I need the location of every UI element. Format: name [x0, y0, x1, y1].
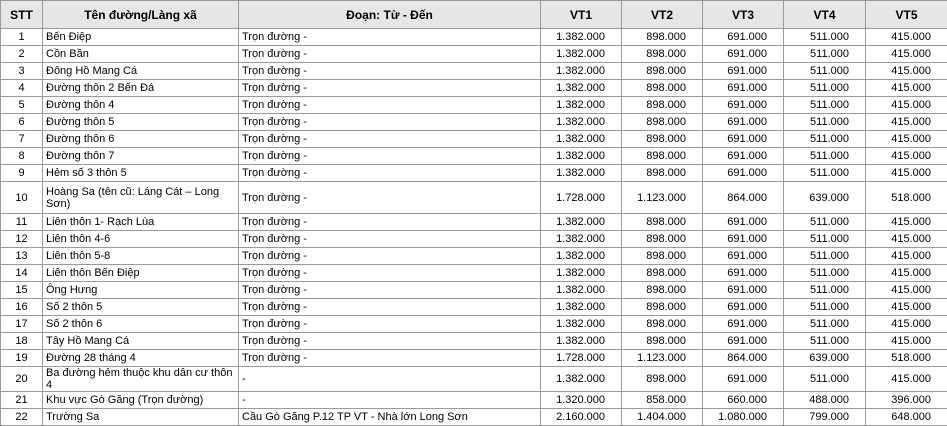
vt4-cell: 511.000	[784, 46, 866, 63]
stt-cell: 7	[1, 131, 43, 148]
vt3-cell: 691.000	[703, 131, 784, 148]
table-row	[1, 131, 947, 148]
stt-cell: 21	[1, 392, 43, 409]
stt-cell: 22	[1, 409, 43, 426]
vt1-cell: 2.160.000	[541, 409, 622, 426]
table-row	[1, 333, 947, 350]
segment-cell: Trọn đường -	[239, 46, 541, 63]
segment-cell: Trọn đường -	[239, 282, 541, 299]
street-name-cell: Đường 28 tháng 4	[43, 350, 239, 367]
vt3-cell: 691.000	[703, 80, 784, 97]
street-name-cell: Hoàng Sa (tên cũ: Láng Cát – Long Sơn)	[43, 182, 239, 214]
street-name-cell: Bến Điệp	[43, 29, 239, 46]
vt5-cell: 415.000	[866, 63, 947, 80]
vt2-cell: 898.000	[622, 63, 703, 80]
segment-cell: Trọn đường -	[239, 214, 541, 231]
segment-cell: Cầu Gò Găng P.12 TP VT - Nhà lớn Long Sơn	[239, 409, 541, 426]
vt5-cell: 415.000	[866, 248, 947, 265]
vt1-cell: 1.382.000	[541, 97, 622, 114]
vt2-cell: 898.000	[622, 282, 703, 299]
segment-cell: Trọn đường -	[239, 231, 541, 248]
table-row	[1, 367, 947, 392]
vt4-cell: 511.000	[784, 131, 866, 148]
vt5-cell: 415.000	[866, 214, 947, 231]
segment-cell: Trọn đường -	[239, 350, 541, 367]
stt-cell: 17	[1, 316, 43, 333]
stt-cell: 15	[1, 282, 43, 299]
vt2-cell: 898.000	[622, 299, 703, 316]
vt2-cell: 898.000	[622, 97, 703, 114]
street-name-cell: Đông Hồ Mang Cá	[43, 63, 239, 80]
header-vt3: VT3	[703, 1, 784, 29]
stt-cell: 19	[1, 350, 43, 367]
vt5-cell: 415.000	[866, 131, 947, 148]
table-row	[1, 265, 947, 282]
table-row	[1, 248, 947, 265]
vt4-cell: 488.000	[784, 392, 866, 409]
segment-cell: Trọn đường -	[239, 248, 541, 265]
vt3-cell: 691.000	[703, 114, 784, 131]
table-row	[1, 63, 947, 80]
segment-cell: Trọn đường -	[239, 63, 541, 80]
vt3-cell: 691.000	[703, 333, 784, 350]
vt2-cell: 898.000	[622, 114, 703, 131]
table-row	[1, 282, 947, 299]
vt3-cell: 691.000	[703, 148, 784, 165]
vt4-cell: 639.000	[784, 350, 866, 367]
table-row	[1, 392, 947, 409]
stt-cell: 13	[1, 248, 43, 265]
segment-cell: Trọn đường -	[239, 333, 541, 350]
vt2-cell: 898.000	[622, 29, 703, 46]
vt2-cell: 858.000	[622, 392, 703, 409]
segment-cell: Trọn đường -	[239, 80, 541, 97]
vt3-cell: 691.000	[703, 214, 784, 231]
segment-cell: Trọn đường -	[239, 97, 541, 114]
segment-cell: Trọn đường -	[239, 131, 541, 148]
stt-cell: 6	[1, 114, 43, 131]
stt-cell: 10	[1, 182, 43, 214]
vt1-cell: 1.382.000	[541, 231, 622, 248]
vt2-cell: 898.000	[622, 214, 703, 231]
vt5-cell: 415.000	[866, 316, 947, 333]
vt1-cell: 1.382.000	[541, 114, 622, 131]
vt2-cell: 1.404.000	[622, 409, 703, 426]
vt2-cell: 898.000	[622, 367, 703, 392]
vt5-cell: 415.000	[866, 282, 947, 299]
vt5-cell: 518.000	[866, 182, 947, 214]
vt2-cell: 898.000	[622, 333, 703, 350]
segment-cell: Trọn đường -	[239, 165, 541, 182]
vt4-cell: 511.000	[784, 316, 866, 333]
vt2-cell: 898.000	[622, 46, 703, 63]
vt4-cell: 511.000	[784, 165, 866, 182]
stt-cell: 8	[1, 148, 43, 165]
vt1-cell: 1.382.000	[541, 282, 622, 299]
table-row	[1, 97, 947, 114]
vt4-cell: 511.000	[784, 299, 866, 316]
vt4-cell: 511.000	[784, 367, 866, 392]
vt3-cell: 1.080.000	[703, 409, 784, 426]
street-name-cell: Ông Hưng	[43, 282, 239, 299]
vt1-cell: 1.382.000	[541, 316, 622, 333]
street-name-cell: Đường thôn 2 Bến Đá	[43, 80, 239, 97]
header-stt: STT	[1, 1, 43, 29]
vt3-cell: 660.000	[703, 392, 784, 409]
stt-cell: 18	[1, 333, 43, 350]
vt1-cell: 1.382.000	[541, 214, 622, 231]
vt3-cell: 691.000	[703, 165, 784, 182]
vt3-cell: 864.000	[703, 182, 784, 214]
vt2-cell: 898.000	[622, 231, 703, 248]
segment-cell: Trọn đường -	[239, 299, 541, 316]
vt4-cell: 799.000	[784, 409, 866, 426]
vt4-cell: 511.000	[784, 214, 866, 231]
stt-cell: 5	[1, 97, 43, 114]
street-name-cell: Trường Sa	[43, 409, 239, 426]
table-row	[1, 114, 947, 131]
vt5-cell: 415.000	[866, 367, 947, 392]
table-row	[1, 299, 947, 316]
vt3-cell: 691.000	[703, 367, 784, 392]
street-name-cell: Số 2 thôn 6	[43, 316, 239, 333]
street-name-cell: Liên thôn 1- Rạch Lùa	[43, 214, 239, 231]
vt4-cell: 511.000	[784, 333, 866, 350]
table-row	[1, 350, 947, 367]
vt5-cell: 415.000	[866, 29, 947, 46]
table-row	[1, 316, 947, 333]
stt-cell: 3	[1, 63, 43, 80]
table-row	[1, 182, 947, 214]
stt-cell: 9	[1, 165, 43, 182]
vt5-cell: 648.000	[866, 409, 947, 426]
vt1-cell: 1.382.000	[541, 333, 622, 350]
vt1-cell: 1.728.000	[541, 182, 622, 214]
vt3-cell: 691.000	[703, 316, 784, 333]
vt3-cell: 691.000	[703, 29, 784, 46]
vt4-cell: 511.000	[784, 248, 866, 265]
segment-cell: Trọn đường -	[239, 316, 541, 333]
table-body	[1, 29, 947, 426]
vt1-cell: 1.728.000	[541, 350, 622, 367]
vt3-cell: 864.000	[703, 350, 784, 367]
segment-cell: Trọn đường -	[239, 265, 541, 282]
header-vt2: VT2	[622, 1, 703, 29]
vt1-cell: 1.382.000	[541, 265, 622, 282]
vt5-cell: 518.000	[866, 350, 947, 367]
street-name-cell: Đường thôn 5	[43, 114, 239, 131]
header-vt1: VT1	[541, 1, 622, 29]
vt1-cell: 1.382.000	[541, 299, 622, 316]
table-row	[1, 148, 947, 165]
vt2-cell: 898.000	[622, 165, 703, 182]
vt3-cell: 691.000	[703, 63, 784, 80]
vt1-cell: 1.382.000	[541, 165, 622, 182]
vt4-cell: 639.000	[784, 182, 866, 214]
stt-cell: 20	[1, 367, 43, 392]
segment-cell: -	[239, 367, 541, 392]
vt2-cell: 898.000	[622, 316, 703, 333]
vt4-cell: 511.000	[784, 29, 866, 46]
vt1-cell: 1.320.000	[541, 392, 622, 409]
segment-cell: Trọn đường -	[239, 29, 541, 46]
segment-cell: Trọn đường -	[239, 182, 541, 214]
vt5-cell: 396.000	[866, 392, 947, 409]
stt-cell: 2	[1, 46, 43, 63]
vt5-cell: 415.000	[866, 299, 947, 316]
vt2-cell: 898.000	[622, 265, 703, 282]
vt3-cell: 691.000	[703, 231, 784, 248]
street-name-cell: Đường thôn 7	[43, 148, 239, 165]
vt5-cell: 415.000	[866, 333, 947, 350]
vt2-cell: 1.123.000	[622, 350, 703, 367]
vt5-cell: 415.000	[866, 46, 947, 63]
table-row	[1, 231, 947, 248]
street-name-cell: Đường thôn 4	[43, 97, 239, 114]
vt5-cell: 415.000	[866, 265, 947, 282]
vt3-cell: 691.000	[703, 265, 784, 282]
street-name-cell: Tây Hồ Mang Cá	[43, 333, 239, 350]
vt1-cell: 1.382.000	[541, 148, 622, 165]
stt-cell: 11	[1, 214, 43, 231]
vt3-cell: 691.000	[703, 46, 784, 63]
vt5-cell: 415.000	[866, 114, 947, 131]
vt5-cell: 415.000	[866, 148, 947, 165]
vt1-cell: 1.382.000	[541, 63, 622, 80]
vt4-cell: 511.000	[784, 265, 866, 282]
vt3-cell: 691.000	[703, 282, 784, 299]
header-segment: Đoạn: Từ - Đến	[239, 1, 541, 29]
street-name-cell: Số 2 thôn 5	[43, 299, 239, 316]
vt3-cell: 691.000	[703, 97, 784, 114]
vt4-cell: 511.000	[784, 97, 866, 114]
vt1-cell: 1.382.000	[541, 131, 622, 148]
vt4-cell: 511.000	[784, 80, 866, 97]
street-name-cell: Liên thôn 4-6	[43, 231, 239, 248]
vt5-cell: 415.000	[866, 231, 947, 248]
header-street-name: Tên đường/Làng xã	[43, 1, 239, 29]
vt4-cell: 511.000	[784, 63, 866, 80]
table-row	[1, 214, 947, 231]
header-row	[1, 1, 947, 29]
vt5-cell: 415.000	[866, 80, 947, 97]
street-name-cell: Hẻm số 3 thôn 5	[43, 165, 239, 182]
vt2-cell: 898.000	[622, 248, 703, 265]
table-row	[1, 46, 947, 63]
street-name-cell: Cồn Bần	[43, 46, 239, 63]
vt2-cell: 1.123.000	[622, 182, 703, 214]
segment-cell: Trọn đường -	[239, 148, 541, 165]
stt-cell: 12	[1, 231, 43, 248]
vt1-cell: 1.382.000	[541, 46, 622, 63]
header-vt4: VT4	[784, 1, 866, 29]
street-name-cell: Đường thôn 6	[43, 131, 239, 148]
street-name-cell: Khu vực Gò Găng (Trọn đường)	[43, 392, 239, 409]
table-row	[1, 165, 947, 182]
vt5-cell: 415.000	[866, 165, 947, 182]
stt-cell: 4	[1, 80, 43, 97]
segment-cell: Trọn đường -	[239, 114, 541, 131]
street-name-cell: Liên thôn Bến Điệp	[43, 265, 239, 282]
vt3-cell: 691.000	[703, 248, 784, 265]
street-name-cell: Ba đường hẻm thuộc khu dân cư thôn 4	[43, 367, 239, 392]
table-row	[1, 80, 947, 97]
vt4-cell: 511.000	[784, 282, 866, 299]
header-vt5: VT5	[866, 1, 947, 29]
vt5-cell: 415.000	[866, 97, 947, 114]
vt1-cell: 1.382.000	[541, 29, 622, 46]
street-name-cell: Liên thôn 5-8	[43, 248, 239, 265]
table-row	[1, 29, 947, 46]
vt1-cell: 1.382.000	[541, 80, 622, 97]
vt3-cell: 691.000	[703, 299, 784, 316]
vt4-cell: 511.000	[784, 231, 866, 248]
vt2-cell: 898.000	[622, 80, 703, 97]
vt2-cell: 898.000	[622, 148, 703, 165]
vt1-cell: 1.382.000	[541, 367, 622, 392]
vt4-cell: 511.000	[784, 148, 866, 165]
stt-cell: 1	[1, 29, 43, 46]
vt2-cell: 898.000	[622, 131, 703, 148]
vt1-cell: 1.382.000	[541, 248, 622, 265]
segment-cell: -	[239, 392, 541, 409]
vt4-cell: 511.000	[784, 114, 866, 131]
stt-cell: 16	[1, 299, 43, 316]
stt-cell: 14	[1, 265, 43, 282]
table-row	[1, 409, 947, 426]
